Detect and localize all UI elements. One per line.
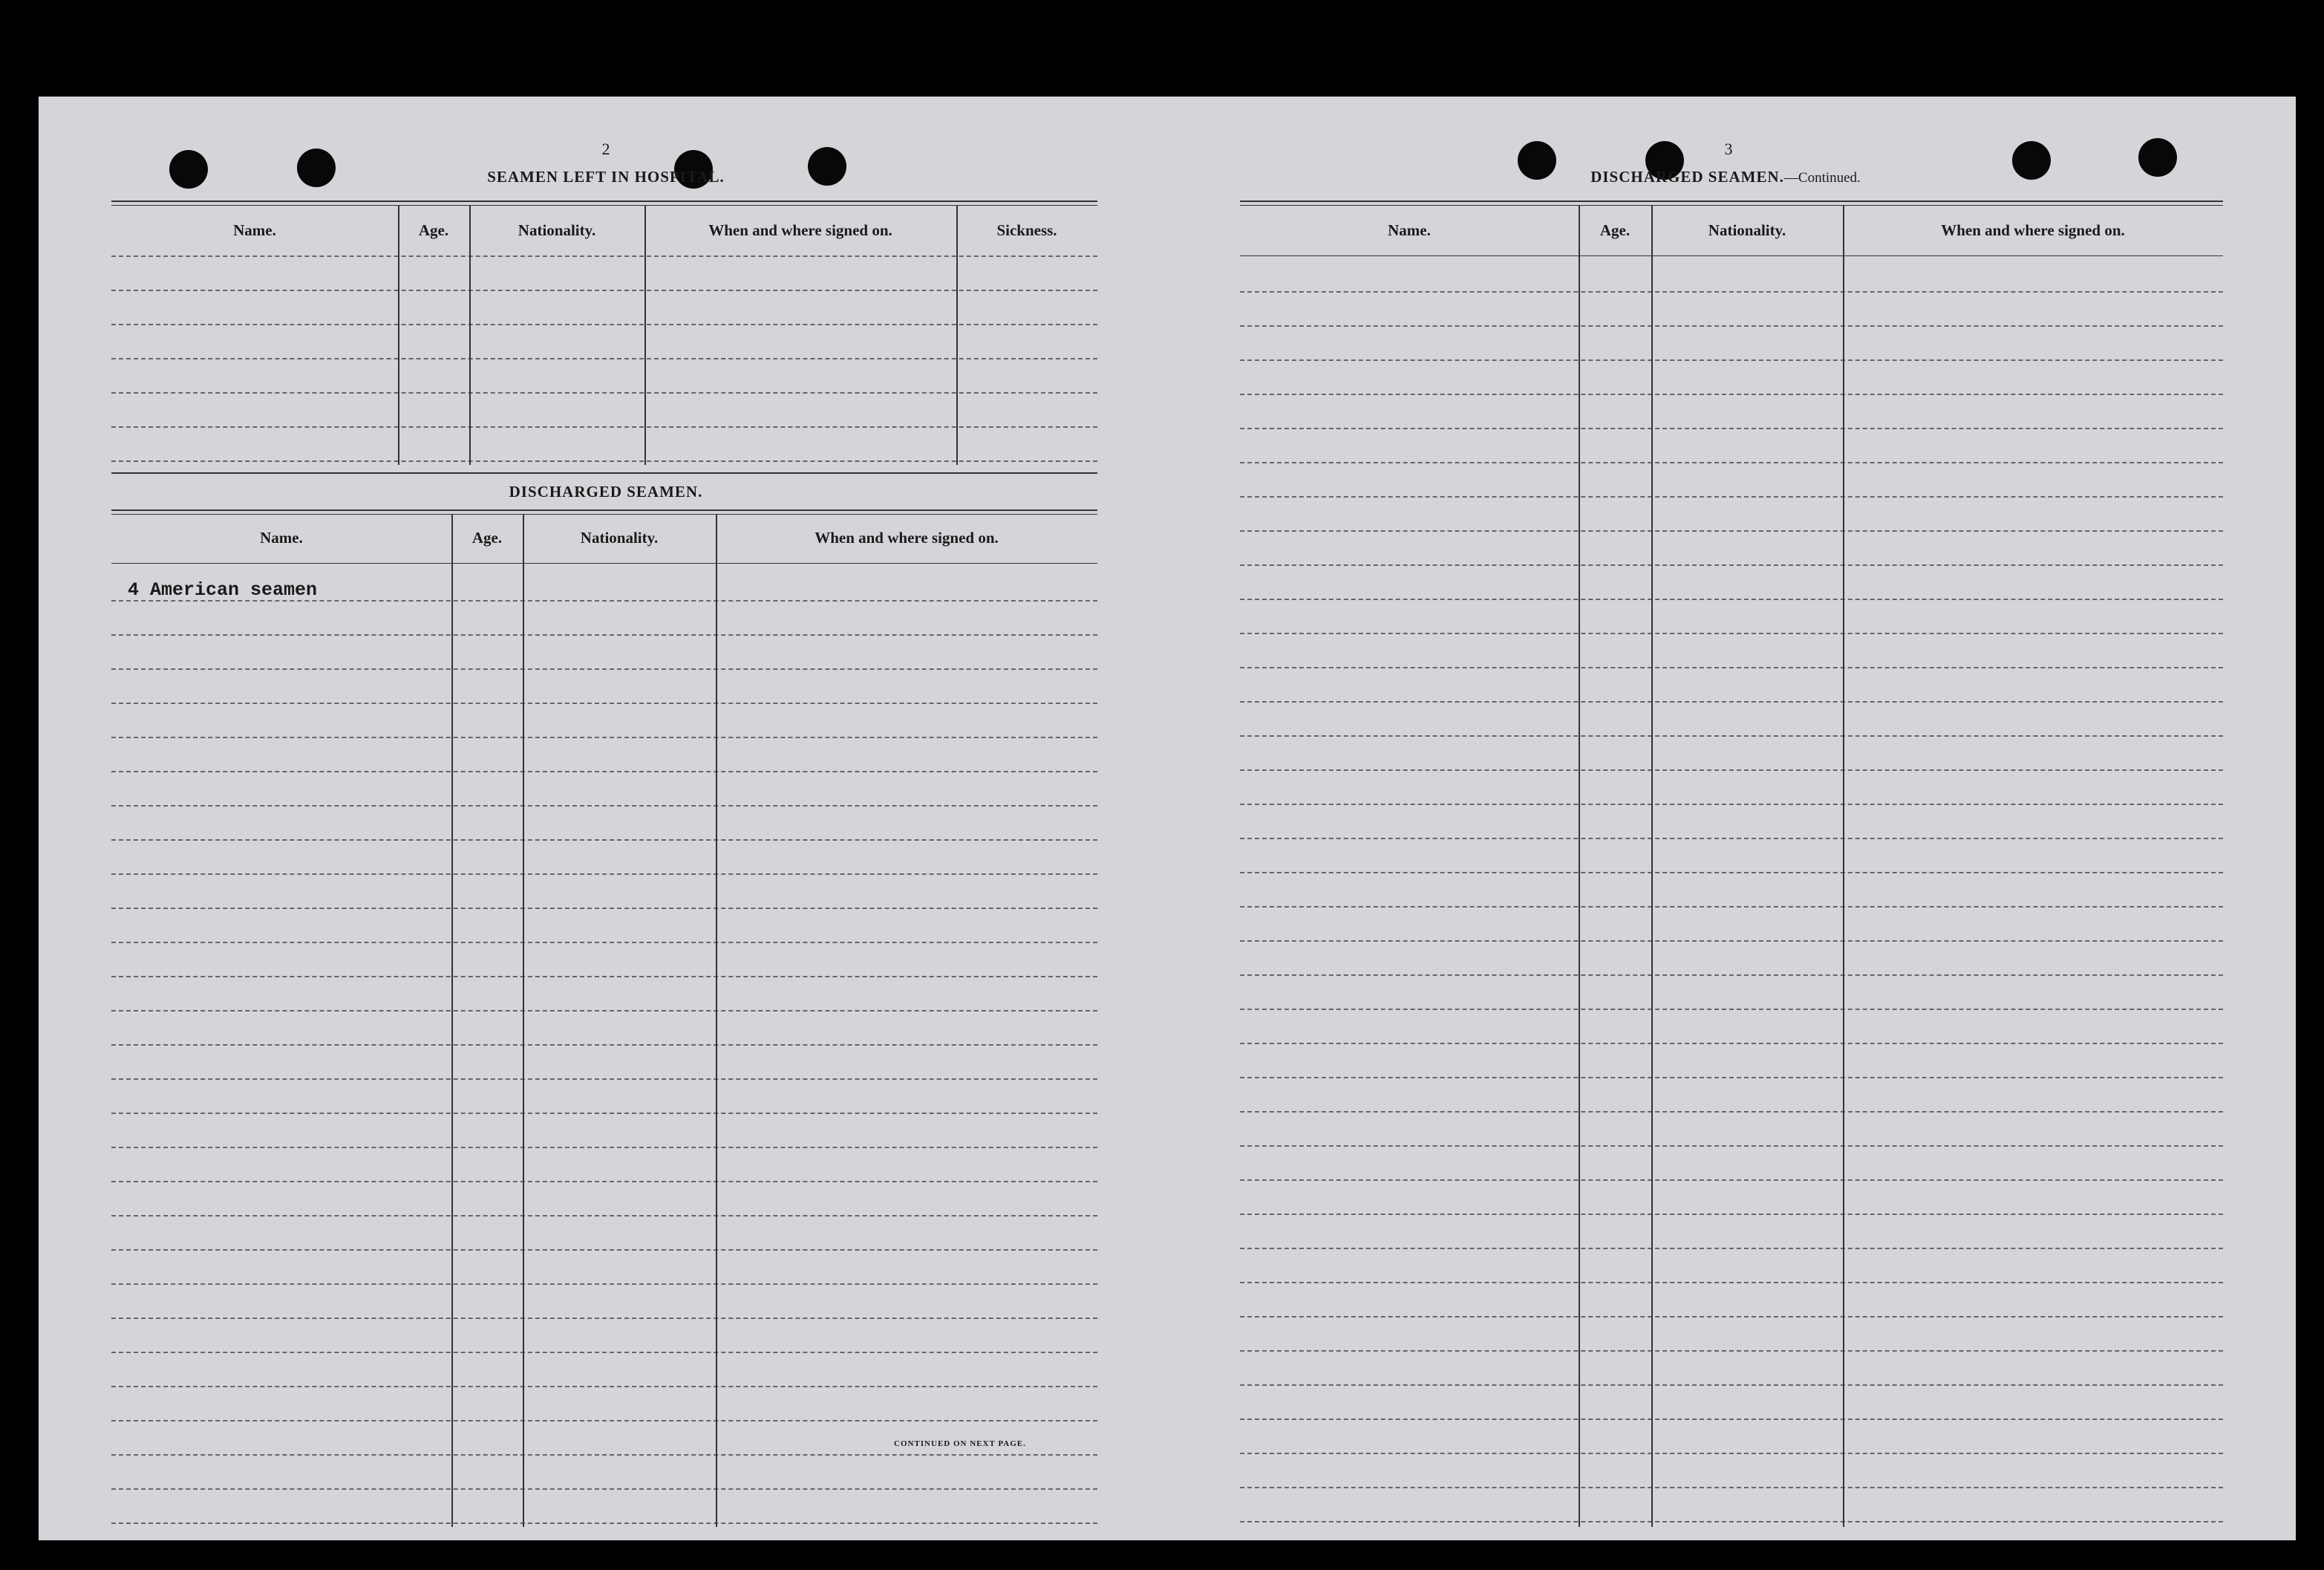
ruled-line [1240,1111,2223,1113]
discharged-continued-heading [1570,168,1881,186]
ruled-line [111,1352,1097,1353]
ruled-line [111,771,1097,772]
ruled-line [1240,462,2223,463]
col-header-name: Name. [1388,221,1431,239]
col-header-signed-on: When and where signed on. [708,221,892,239]
ruled-line [1240,325,2223,327]
ruled-line [1240,394,2223,395]
ruled-line [1240,633,2223,634]
ruled-line [1240,735,2223,737]
ruled-line [1240,1009,2223,1010]
ruled-line [111,426,1097,428]
ruled-line [1240,906,2223,908]
col-header-sickness: Sickness. [996,221,1057,239]
hospital-section-heading: SEAMEN LEFT IN HOSPITAL. [487,168,725,186]
ruled-line [1240,599,2223,600]
ruled-line [111,324,1097,325]
punch-hole [808,147,846,186]
discharged-entry: 4 American seamen [128,579,318,601]
ruled-line [111,908,1097,909]
ruled-line [1240,1384,2223,1386]
col-header-signed-on: When and where signed on. [1941,221,2125,239]
ruled-line [1240,804,2223,805]
ruled-line [1240,838,2223,839]
col-header-age: Age. [418,221,449,239]
ruled-line [1240,769,2223,771]
ruled-line [111,703,1097,704]
ruled-line [1240,1487,2223,1488]
ruled-line [1240,530,2223,532]
ruled-line [1240,872,2223,873]
ruled-line [1240,291,2223,293]
ruled-line [111,668,1097,670]
col-header-name: Name. [233,221,276,239]
ruled-line [1240,428,2223,429]
ruled-line [111,1010,1097,1012]
ruled-line [111,255,1097,257]
page-number-left: 2 [601,140,610,158]
punch-hole [1518,141,1556,180]
document-sheet [39,97,2296,1540]
ruled-line [111,1420,1097,1421]
ruled-line [111,942,1097,943]
col-header-age: Age. [471,529,503,547]
punch-hole [2012,141,2051,180]
ruled-line [111,460,1097,462]
ruled-line [111,600,1097,602]
ruled-line [111,1113,1097,1114]
ruled-line [1240,1179,2223,1181]
ruled-line [111,1147,1097,1148]
ruled-line [111,1078,1097,1080]
ruled-line [111,1454,1097,1456]
ruled-line [1240,974,2223,976]
ruled-line [111,1215,1097,1216]
ruled-line [1240,1316,2223,1317]
punch-hole [2138,138,2177,177]
ruled-line [111,1488,1097,1490]
ruled-line [111,634,1097,636]
ruled-line [1240,1077,2223,1078]
ruled-line [111,392,1097,394]
ruled-line [1240,667,2223,668]
ruled-line [111,976,1097,977]
ruled-line [111,1522,1097,1524]
ruled-line [1240,1043,2223,1044]
ruled-line [1240,940,2223,942]
ruled-line [111,1249,1097,1251]
ruled-line [111,358,1097,359]
ruled-line [111,1283,1097,1285]
punch-hole [297,149,336,187]
ruled-line [1240,359,2223,361]
continued-footer: CONTINUED ON NEXT PAGE. [894,1439,1026,1448]
col-header-nationality: Nationality. [518,221,596,239]
ruled-line [111,1386,1097,1387]
ruled-line [111,839,1097,841]
ruled-line [1240,701,2223,703]
ruled-line [1240,1214,2223,1215]
col-header-age: Age. [1599,221,1631,239]
ruled-line [1240,1350,2223,1352]
ruled-line [1240,1453,2223,1454]
ruled-line [1240,1248,2223,1249]
heading-continued: —Continued. [1783,170,1861,186]
heading-main: DISCHARGED SEAMEN. [1590,168,1784,186]
col-header-nationality: Nationality. [1708,221,1786,239]
ruled-line [1240,564,2223,566]
ruled-line [111,1317,1097,1319]
col-header-nationality: Nationality. [580,529,659,547]
punch-hole [169,150,208,189]
ruled-line [1240,1418,2223,1420]
ruled-line [1240,1282,2223,1283]
ruled-line [111,290,1097,291]
col-header-signed-on: When and where signed on. [815,529,999,547]
ruled-line [111,805,1097,807]
ruled-line [1240,496,2223,498]
ruled-line [111,873,1097,875]
col-header-name: Name. [260,529,303,547]
ruled-line [1240,1521,2223,1522]
ruled-line [111,1181,1097,1182]
ruled-line [1240,1145,2223,1147]
ruled-line [111,1044,1097,1046]
ruled-line [111,737,1097,738]
discharged-section-heading: DISCHARGED SEAMEN. [509,483,703,501]
page-number-right: 3 [1724,140,1733,158]
